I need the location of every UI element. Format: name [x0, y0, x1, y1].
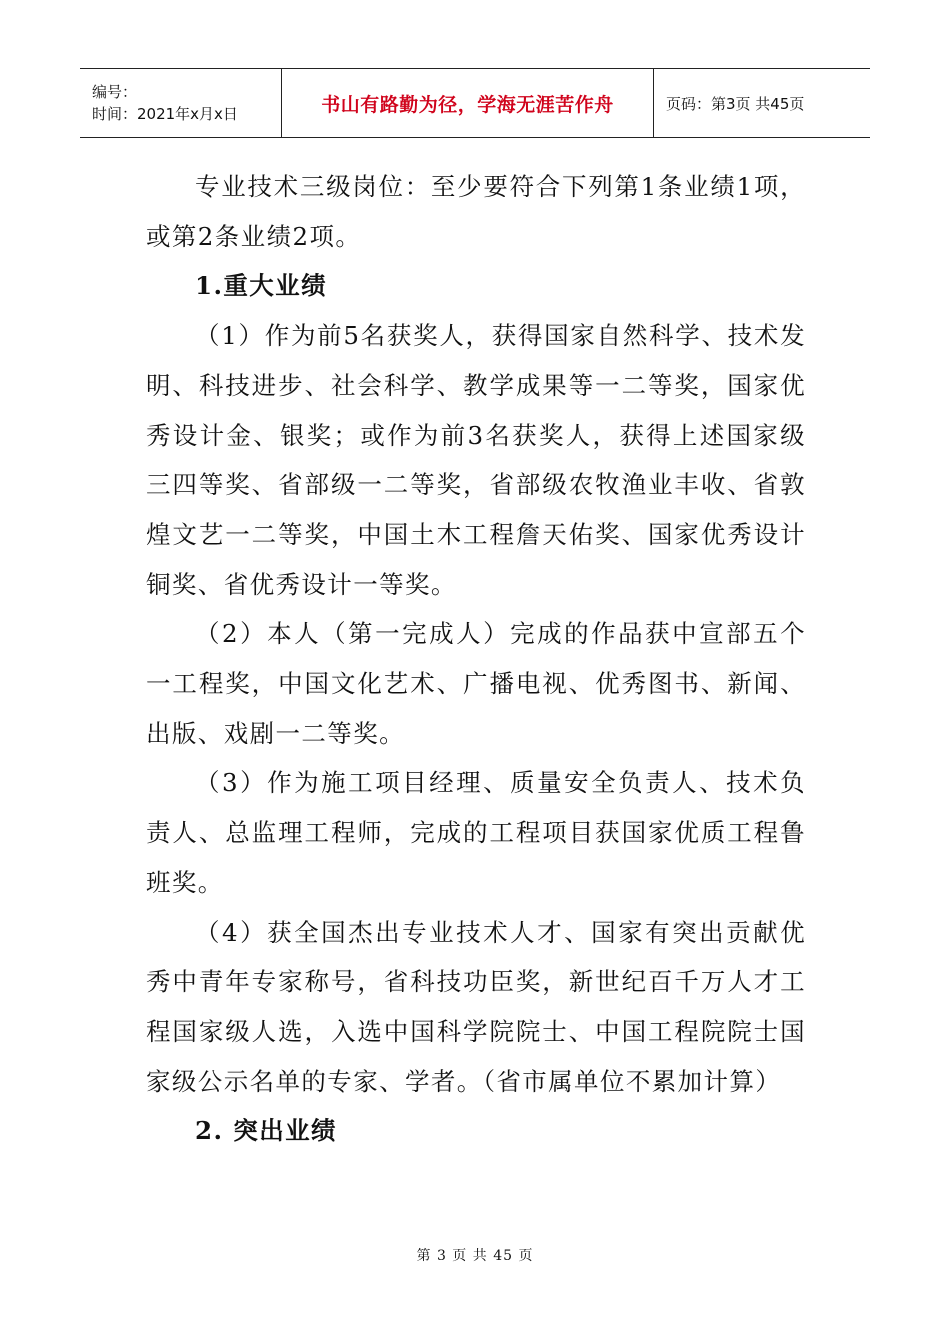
header-motto: 书山有路勤为径，学海无涯苦作舟	[321, 93, 614, 116]
section-heading-outstanding-achievements: 2. 突出业绩	[195, 1116, 337, 1146]
header-page-cell	[654, 69, 870, 137]
list-item: （3）作为施工项目经理、质量安全负责人、技术负责人、总监理工程师，完成的工程项目获国家优质工程鲁班奖。	[146, 768, 806, 897]
page-header	[80, 68, 870, 138]
section-heading-major-achievements: 1.重大业绩	[195, 271, 327, 301]
page-footer: 第 3 页 共 45 页	[416, 1248, 534, 1264]
document-number-label: 编号：	[92, 83, 138, 101]
header-motto-cell	[282, 69, 654, 137]
intro-paragraph: 专业技术三级岗位：至少要符合下列第1条业绩1项，或第2条业绩2项。	[146, 172, 806, 251]
document-body	[146, 162, 806, 1156]
list-item: （2）本人（第一完成人）完成的作品获中宣部五个一工程奖，中国文化艺术、广播电视、优秀图书、新闻、出版、戏剧一二等奖。	[146, 619, 806, 748]
header-meta-cell	[80, 69, 282, 137]
list-item: （1）作为前5名获奖人，获得国家自然科学、技术发明、科技进步、社会科学、教学成果等一二等奖，国家优秀设计金、银奖；或作为前3名获奖人，获得上述国家级三四等奖、省部级一二等奖，省部级农牧渔业丰收、省敦煌文艺一二等奖，中国土木工程詹天佑奖、国家优秀设计铜奖、省优秀设计一等奖。	[146, 321, 806, 599]
document-date-label: 时间：2021年x月x日	[92, 105, 238, 123]
list-item: （4）获全国杰出专业技术人才、国家有突出贡献优秀中青年专家称号，省科技功臣奖，新世纪百千万人才工程国家级人选，入选中国科学院院士、中国工程院院士国家级公示名单的专家、学者。（省市属单位不累加计算）	[146, 917, 806, 1096]
header-page-label: 页码：第3页 共45页	[666, 94, 805, 113]
